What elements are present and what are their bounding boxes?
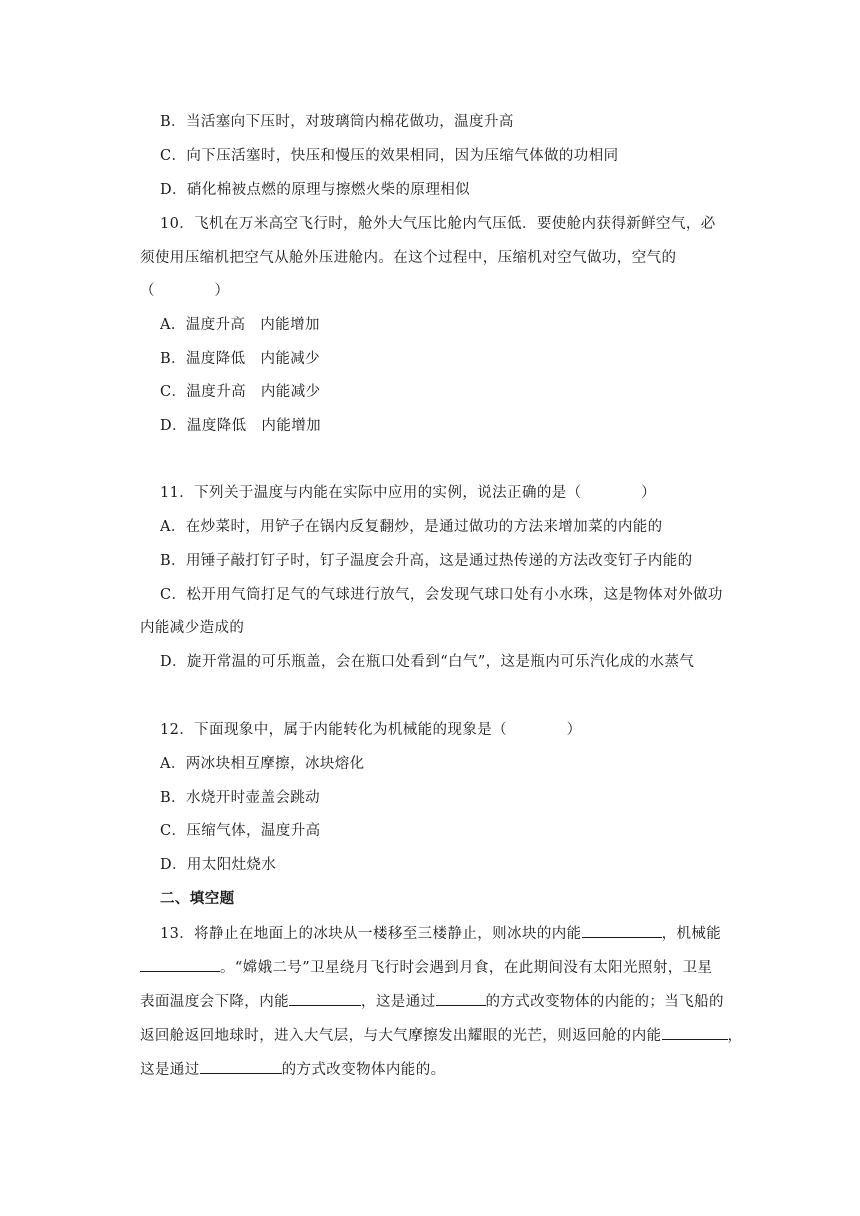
q10-stem-line1: 10．飞机在万米高空飞行时，舱外大气压比舱内气压低．要使舱内获得新鲜空气，必	[160, 216, 716, 232]
q13-text-4b: ，	[727, 1028, 743, 1044]
q13-line5	[140, 1059, 446, 1080]
q13-text-4a: 返回舱返回地球时，进入大气层，与大气摩擦发出耀眼的光芒，则返回舱的内能	[140, 1028, 662, 1044]
q12-option-b: B．水烧开时壶盖会跳动	[160, 790, 321, 806]
section-heading-fill-in: 二、填空题	[160, 891, 235, 907]
q12-option-a: A．两冰块相互摩擦，冰块熔化	[160, 756, 365, 772]
q13-blank-2[interactable]	[140, 957, 220, 972]
q12-option-c: C．压缩气体，温度升高	[160, 823, 321, 839]
q9-option-d: D．硝化棉被点燃的原理与擦燃火柴的原理相似	[160, 182, 471, 198]
q13-text-1b: ，机械能	[661, 926, 722, 942]
q9-option-c: C．向下压活塞时，快压和慢压的效果相同，因为压缩气体做的功相同	[160, 148, 619, 164]
q10-option-d: D．温度降低 内能增加	[160, 418, 322, 434]
q13-line1	[160, 923, 721, 944]
q11-option-c-line2: 内能减少造成的	[140, 620, 245, 636]
q13-blank-1[interactable]	[582, 923, 662, 938]
q11-option-b: B．用锤子敲打钉子时，钉子温度会升高，这是通过热传递的方法改变钉子内能的	[160, 553, 693, 569]
q11-option-c-line1: C．松开用气筒打足气的气球进行放气，会发现气球口处有小水珠，这是物体对外做功	[160, 587, 723, 603]
q13-text-5a: 这是通过	[140, 1062, 200, 1078]
q13-text-5b: 的方式改变物体内能的。	[281, 1062, 446, 1078]
q10-stem-line2: 须使用压缩机把空气从舱外压进舱内。在这个过程中，压缩机对空气做功，空气的	[140, 250, 677, 266]
q11-stem: 11．下列关于温度与内能在实际中应用的实例，说法正确的是（ ）	[160, 485, 657, 501]
q13-line4	[140, 1025, 742, 1046]
q10-option-b: B．温度降低 内能减少	[160, 351, 321, 367]
q13-text-3b: ，这是通过	[361, 994, 436, 1010]
q9-option-b: B．当活塞向下压时，对玻璃筒内棉花做功，温度升高	[160, 114, 514, 130]
q11-option-d: D．旋开常温的可乐瓶盖，会在瓶口处看到“白气”，这是瓶内可乐汽化成的水蒸气	[160, 654, 695, 670]
q12-option-d: D．用太阳灶烧水	[160, 857, 277, 873]
q10-option-c: C．温度升高 内能减少	[160, 384, 321, 400]
q13-blank-5[interactable]	[662, 1025, 728, 1040]
q13-line3	[140, 991, 724, 1012]
q13-text-3a: 表面温度会下降，内能	[140, 994, 289, 1010]
q13-text-3c: 的方式改变物体的内能的；当飞船的	[485, 994, 724, 1010]
q11-option-a: A．在炒菜时，用铲子在锅内反复翻炒，是通过做功的方法来增加菜的内能的	[160, 519, 663, 535]
q13-line2	[140, 957, 712, 978]
q13-blank-3[interactable]	[289, 991, 361, 1006]
q13-blank-6[interactable]	[200, 1059, 282, 1074]
q12-stem: 12．下面现象中，属于内能转化为机械能的现象是（ ）	[160, 722, 582, 738]
q13-text-1a: 13．将静止在地面上的冰块从一楼移至三楼静止，则冰块的内能	[160, 926, 582, 942]
q10-option-a: A．温度升高 内能增加	[160, 317, 320, 333]
q13-text-2a: 。“嫦娥二号”卫星绕月飞行时会遇到月食，在此期间没有太阳光照射，卫星	[220, 960, 713, 976]
q10-stem-line3: （ ）	[140, 283, 230, 299]
q13-blank-4[interactable]	[436, 991, 486, 1006]
